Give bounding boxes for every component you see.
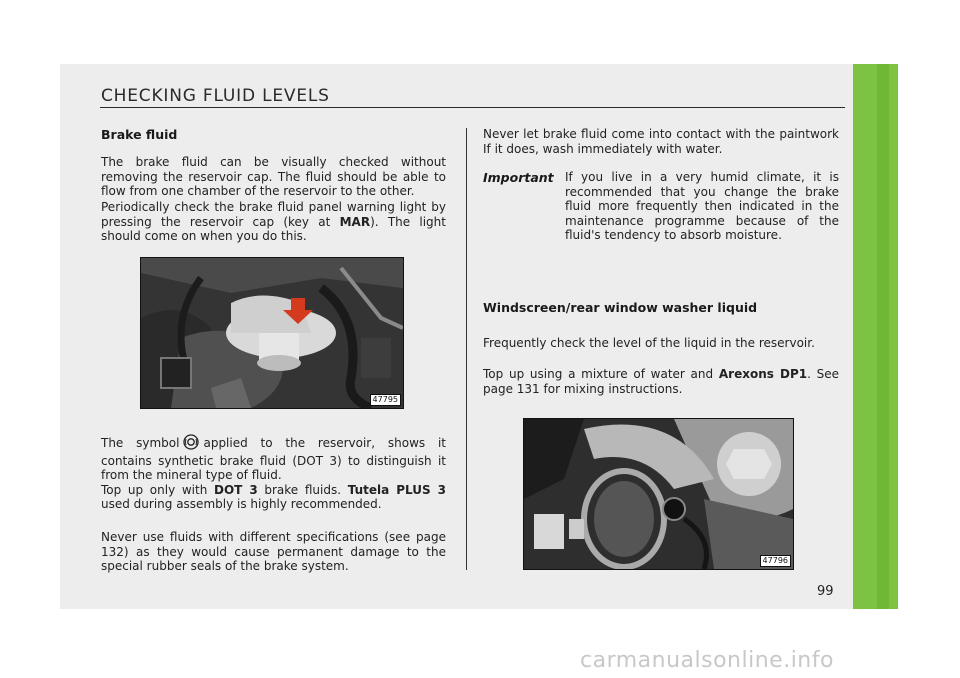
brake-fluid-check-paragraph: Periodically check the brake fluid panel warning light by pressing the reservoir cap (key at MAR). The light should come on when you do this.: [101, 200, 446, 243]
brake-reservoir-illustration: [141, 258, 403, 408]
arexons-brand: Arexons DP1: [718, 367, 808, 381]
paintwork-warning: Never let brake fluid come into contact with the paintwork If it does, wash immediately with water.: [483, 127, 839, 156]
washer-liquid-heading: Windscreen/rear window washer liquid: [483, 300, 758, 315]
title-divider: [100, 107, 845, 108]
brake-reservoir-photo: [140, 257, 404, 409]
section-title: CHECKING FLUID LEVELS: [101, 86, 330, 106]
important-label: Important: [483, 170, 554, 185]
washer-reservoir-illustration: [524, 419, 793, 569]
photo-reference-number: 47795: [370, 394, 401, 406]
washer-reservoir-photo: [523, 418, 794, 570]
fluid-specification-warning: Never use fluids with different specifications (see page 132) as they would cause permanent damage to the special rubber seals of the brake system.: [101, 530, 446, 573]
important-note: If you live in a very humid climate, it is recommended that you change the brake fluid more frequently then indicated in the maintenance programme because of the fluid's tendency to absorb moisture.: [565, 170, 839, 242]
page-number: 99: [817, 584, 834, 599]
column-divider: [466, 128, 467, 570]
washer-level-paragraph: Frequently check the level of the liquid in the reservoir.: [483, 336, 815, 350]
photo-reference-number-2: 47796: [760, 555, 791, 567]
key-position-mar: MAR: [339, 214, 371, 229]
brake-fluid-intro: The brake fluid can be visually checked without removing the reservoir cap. The fluid should be able to flow from one chamber of the reservoir to the other.: [101, 155, 446, 198]
chapter-tab: [853, 64, 898, 609]
watermark-text: carmanualsonline.info: [580, 648, 834, 673]
brake-fluid-heading: Brake fluid: [101, 127, 178, 142]
brake-fluid-symbol-paragraph: The symbol applied to the reservoir, shows it contains synthetic brake fluid (DOT 3) to distinguish it from the mineral type of fluid. Top up only with DOT 3 brake fluids. Tutela PLUS 3 used during assembly is highly recommended.: [101, 436, 447, 511]
washer-topup-paragraph: Top up using a mixture of water and Arexons DP1. See page 131 for mixing instructions.: [483, 367, 840, 396]
synthetic-fluid-symbol-icon: [183, 434, 199, 454]
